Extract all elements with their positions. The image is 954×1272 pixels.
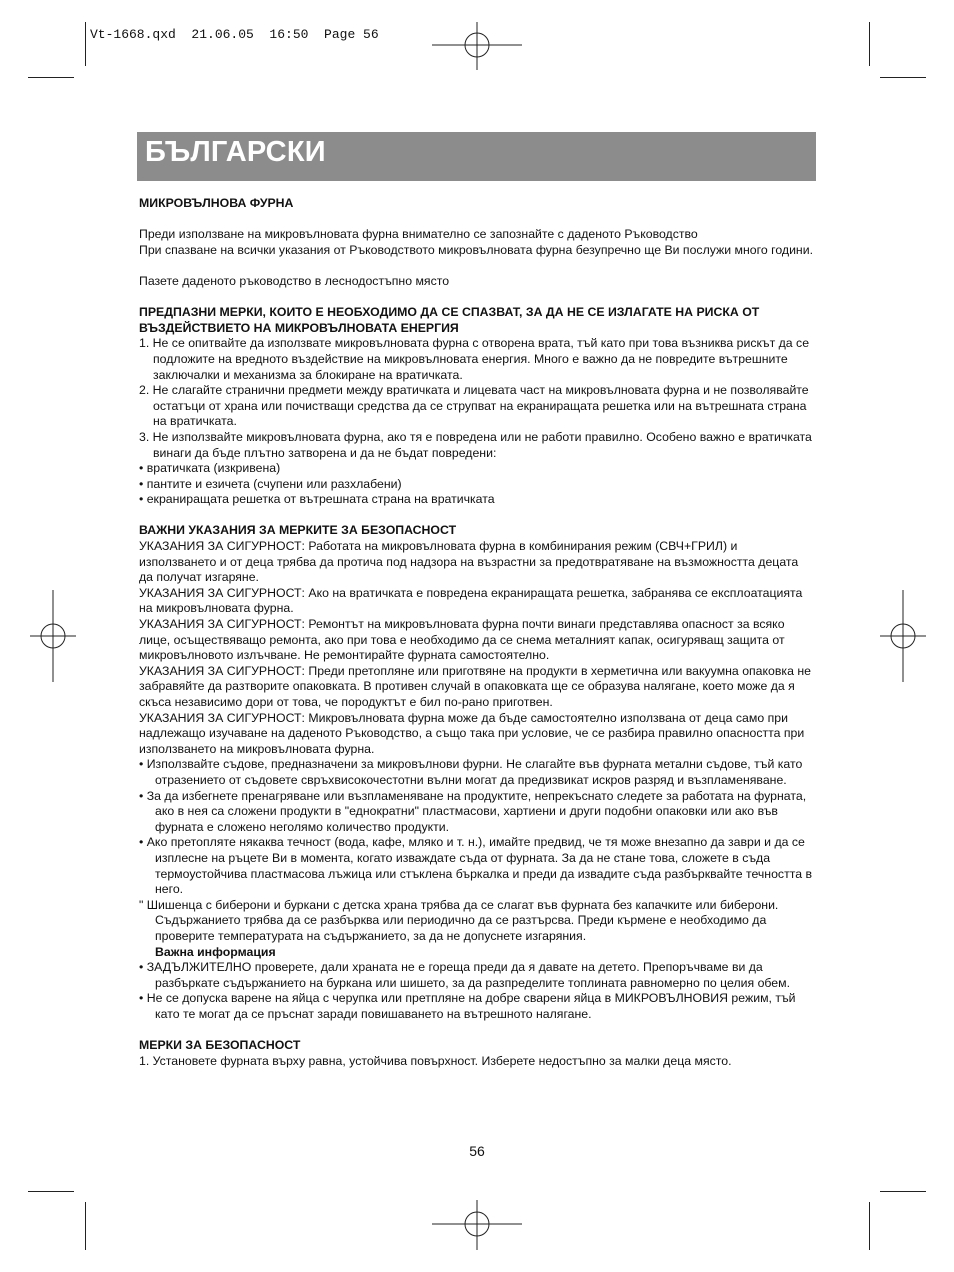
crop-mark-bottom-right-h bbox=[880, 1191, 926, 1192]
list-item: 3. Не използвайте микровълновата фурна, ако тя е повредена или не работи правилно. Особено важно е вратичката винаги да бъде плътно затворена и да не бъдат повредени: bbox=[139, 429, 812, 460]
bullet-item: " Шишенца с биберони и буркани с детска храна трябва да се слагат във фурната без капачките или биберони. Съдържанието трябва да се разбърква или периодично да се разтърсва. Преди кърмене е необходимо да проверите температурата на съдържанието, за да не допуснете изгаряния. bbox=[139, 897, 779, 943]
paragraph: При спазване на всички указания от Ръководството микровълновата фурна безупречно ще Ви послужи много години. bbox=[139, 242, 814, 257]
crop-mark-top-right-h bbox=[880, 77, 926, 78]
section-heading-microwave: МИКРОВЪЛНОВА ФУРНА bbox=[139, 196, 294, 210]
crop-mark-top-left-v bbox=[85, 22, 86, 66]
list-item: 1. Установете фурната върху равна, устойчива повърхност. Изберете недостъпно за малки деца място. bbox=[139, 1053, 732, 1068]
paragraph: Преди използване на микровълновата фурна внимателно се запознайте с даденото Ръководство bbox=[139, 227, 698, 242]
paragraph: УКАЗАНИЯ ЗА СИГУРНОСТ: Преди претопляне или приготвяне на продукти в херметична или вакуумна опаковка не забравяйте да разтворите опаковката. В противен случай в опаковката ще се образува налягане, което може да я скъса независимо дори от това, че породуктът е бил по-рано приготвен. bbox=[139, 663, 811, 709]
bullet-item: • Не се допуска варене на яйца с черупка или претпляне на добре сварени яйца в МИКРОВЪЛНОВИЯ режим, тъй като те могат да се пръснат заради повишаването на вътрешното налягане. bbox=[139, 991, 796, 1021]
crop-mark-top-left-h bbox=[28, 77, 74, 78]
bullet-item: • екраниращата решетка от вътрешната страна на вратичката bbox=[139, 492, 495, 507]
section-heading-safety-measures: МЕРКИ ЗА БЕЗОПАСНОСТ bbox=[139, 1038, 301, 1053]
bullet-item: • пантите и езичета (счупени или разхлабени) bbox=[139, 476, 402, 491]
document-body bbox=[139, 196, 815, 1069]
registration-mark-right-icon bbox=[880, 590, 926, 682]
bullet-item: • За да избегнете пренагряване или възпламеняване на продуктите, непрекъснато следете за работата на фурната, ако в нея са сложени продукти в "еднократни" пластмасови, хартиени и други подобни опаковки или ако във фурната е сложено неголямо количество продукти. bbox=[139, 788, 807, 834]
registration-mark-left-icon bbox=[30, 590, 76, 682]
print-slug: Vt-1668.qxd 21.06.05 16:50 Page 56 bbox=[90, 27, 379, 42]
list-item: 2. Не слагайте странични предмети между вратичката и лицевата част на микровълновата фурна и не позволявайте остатъци от храна или почистващи средства да се струпват на екраниращата решетка или на вътрешната страна на вратичката. bbox=[139, 383, 809, 429]
paragraph: УКАЗАНИЯ ЗА СИГУРНОСТ: Ремонтът на микровълновата фурна почти винаги представлява опасност за всяко лице, осъществяващо ремонта, ако при това е необходимо да се снема металният капак, осигуряващ защита от микровълновото излъчване. Не ремонтирайте фурната самостоятелно. bbox=[139, 617, 785, 663]
section-heading-safety-instructions: ВАЖНИ УКАЗАНИЯ ЗА МЕРКИТЕ ЗА БЕЗОПАСНОСТ bbox=[139, 523, 457, 538]
crop-mark-bottom-left-h bbox=[28, 1191, 74, 1192]
bullet-item: • Използвайте съдове, предназначени за микровълнови фурни. Не слагайте във фурната метални съдове, тъй като отразението от съдовете свръхвисокочестотни вълни могат да предизвикат искров разряд и възпламеняване. bbox=[139, 757, 803, 787]
registration-mark-bottom-icon bbox=[432, 1200, 522, 1250]
paragraph: УКАЗАНИЯ ЗА СИГУРНОСТ: Работата на микровълновата фурна в комбинирания режим (СВЧ+ГРИЛ) и използването и от деца трябва да протича под надзора на възрастни за предотвратяване на възможността децата да получат изгаряне. bbox=[139, 539, 799, 585]
important-info-label: Важна информация bbox=[155, 944, 276, 959]
bullet-item: • ЗАДЪЛЖИТЕЛНО проверете, дали храната не е гореща преди да я давате на детето. Препоръчваме ви да разбъркате съдържанието на буркана или шишето, за да разпределите топлината равномерно по целия обем. bbox=[139, 960, 791, 990]
page-number: 56 bbox=[469, 1143, 485, 1159]
paragraph: УКАЗАНИЯ ЗА СИГУРНОСТ: Ако на вратичката е повредена екраниращата решетка, забранява се експлоатацията на микровълновата фурна. bbox=[139, 585, 803, 616]
crop-mark-top-right-v bbox=[869, 22, 870, 66]
paragraph: Пазете даденото ръководство в леснодостъпно място bbox=[139, 273, 450, 288]
bullet-item: • Ако претопляте някаква течност (вода, кафе, мляко и т. н.), имайте предвид, че тя може внезапно да заври и да се изплесне на ръцете Ви в момента, когато изваждате съда от фурната. За да не стане това, сложете в съда термоустойчива пластмасова лъжица или стъклена бъркалка и преди да извадите съда разбърквайте течността в него. bbox=[139, 835, 812, 897]
language-banner bbox=[137, 132, 816, 181]
paragraph: УКАЗАНИЯ ЗА СИГУРНОСТ: Микровълновата фурна може да бъде самостоятелно използвана от деца само при надлежащо изучаване на даденото Ръководство, а също така при условие, че се разбира правилно опасността при използването на микровълновата фурна. bbox=[139, 710, 805, 756]
banner-title: БЪЛГАРСКИ bbox=[145, 136, 326, 168]
section-heading-precautions: ПРЕДПАЗНИ МЕРКИ, КОИТО Е НЕОБХОДИМО ДА СЕ СПАЗВАТ, ЗА ДА НЕ СЕ ИЗЛАГАТЕ НА РИСКА ОТ ВЪЗДЕЙСТВИЕТО НА МИКРОВЪЛНОВАТА ЕНЕРГИЯ bbox=[139, 305, 760, 335]
registration-mark-top-icon bbox=[432, 22, 522, 70]
list-item: 1. Не се опитвайте да използвате микровълновата фурна с отворена врата, тъй като при това възниква рискът да се подложите на вредното въздействие на микровълновата енергия. Много е важно да не повредите вътрешните заключалки и механизма за блокиране на вратичката. bbox=[139, 336, 810, 382]
crop-mark-bottom-right-v bbox=[869, 1202, 870, 1250]
crop-mark-bottom-left-v bbox=[85, 1202, 86, 1250]
bullet-item: • вратичката (изкривена) bbox=[139, 461, 281, 476]
